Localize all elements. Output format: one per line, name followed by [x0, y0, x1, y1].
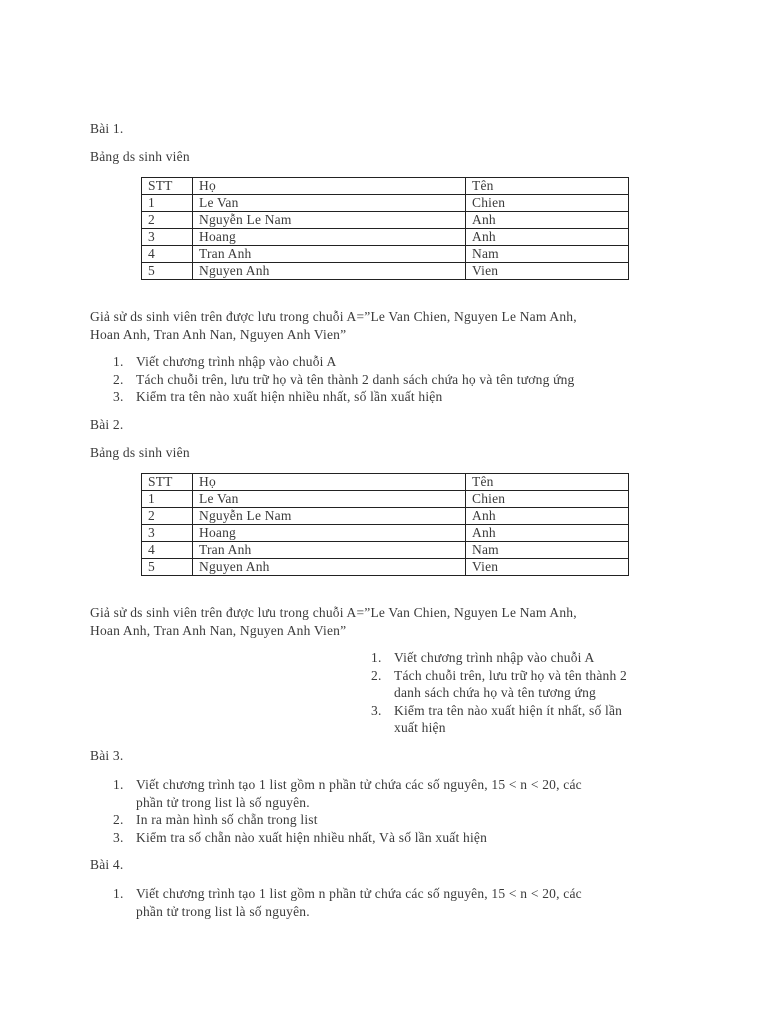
list-text-continued: danh sách chứa họ và tên tương ứng — [394, 685, 596, 700]
list-number: 2. — [113, 812, 124, 827]
header-ho: Họ — [193, 178, 466, 195]
header-ho: Họ — [193, 474, 466, 491]
list-text: In ra màn hình số chẵn trong list — [136, 812, 318, 827]
list-number: 3. — [113, 389, 124, 404]
list-text: Tách chuỗi trên, lưu trữ họ và tên thành 2 — [394, 667, 627, 683]
cell-ten: Nam — [466, 542, 629, 559]
table-row — [142, 508, 629, 525]
cell-stt: 2 — [142, 212, 193, 229]
bai1-student-table — [141, 177, 629, 280]
cell-ho: Hoang — [193, 229, 466, 246]
bai2-title: Bài 2. — [90, 417, 124, 432]
cell-stt: 4 — [142, 246, 193, 263]
paragraph-line: Giả sử ds sinh viên trên được lưu trong chuỗi A=”Le Van Chien, Nguyen Le Nam Anh, — [90, 309, 577, 324]
bai4-title: Bài 4. — [90, 857, 124, 872]
cell-stt: 4 — [142, 542, 193, 559]
cell-ho: Nguyễn Le Nam — [193, 508, 466, 525]
list-number: 1. — [113, 354, 124, 369]
list-item — [371, 667, 684, 702]
table-row — [142, 559, 629, 576]
paragraph-line: Hoan Anh, Tran Anh Nan, Nguyen Anh Vien” — [90, 622, 347, 638]
table-header-row — [142, 178, 629, 195]
list-text: Kiểm tra số chẵn nào xuất hiện nhiều nhất, Và số lần xuất hiện — [136, 829, 488, 845]
bai1-paragraph — [90, 308, 670, 343]
cell-ho: Tran Anh — [193, 246, 466, 263]
cell-ho: Le Van — [193, 195, 466, 212]
bai1-task-list — [113, 353, 696, 406]
header-ten: Tên — [466, 474, 629, 491]
cell-stt: 3 — [142, 229, 193, 246]
cell-ten: Chien — [466, 195, 629, 212]
cell-ten: Anh — [466, 212, 629, 229]
cell-ho: Nguyen Anh — [193, 263, 466, 280]
cell-ten: Chien — [466, 491, 629, 508]
header-ten: Tên — [466, 178, 629, 195]
bai2-student-table — [141, 473, 629, 576]
list-item — [113, 885, 696, 920]
cell-ho: Nguyễn Le Nam — [193, 212, 466, 229]
bai1-table-caption: Bảng ds sinh viên — [90, 149, 190, 164]
cell-stt: 5 — [142, 559, 193, 576]
list-text-continued: phần tử trong list là số nguyên. — [136, 903, 310, 919]
list-text: Viết chương trình tạo 1 list gồm n phần tử chứa các số nguyên, 15 < n < 20, các — [136, 886, 582, 901]
list-item — [113, 829, 696, 847]
table-row — [142, 229, 629, 246]
cell-stt: 5 — [142, 263, 193, 280]
list-number: 2. — [371, 667, 382, 683]
table-row — [142, 491, 629, 508]
bai2-paragraph — [90, 604, 670, 639]
list-number: 3. — [371, 702, 382, 718]
table-header-row — [142, 474, 629, 491]
list-number: 1. — [113, 777, 124, 792]
list-item — [113, 353, 696, 371]
list-number: 3. — [113, 829, 124, 845]
bai4-task-list — [113, 885, 696, 920]
cell-ten: Anh — [466, 508, 629, 525]
list-item — [371, 702, 684, 737]
list-number: 1. — [113, 886, 124, 901]
list-number: 2. — [113, 371, 124, 387]
list-text: Viết chương trình tạo 1 list gồm n phần tử chứa các số nguyên, 15 < n < 20, các — [136, 777, 582, 792]
cell-ten: Vien — [466, 559, 629, 576]
list-item — [113, 371, 696, 389]
table-row — [142, 195, 629, 212]
table-row — [142, 246, 629, 263]
list-number: 1. — [371, 650, 382, 665]
list-item — [113, 811, 696, 829]
list-item — [371, 649, 684, 667]
list-text: Kiểm tra tên nào xuất hiện ít nhất, số lần — [394, 702, 623, 718]
header-stt: STT — [142, 474, 193, 491]
cell-stt: 2 — [142, 508, 193, 525]
list-text: Kiểm tra tên nào xuất hiện nhiều nhất, số lần xuất hiện — [136, 389, 443, 404]
header-stt: STT — [142, 178, 193, 195]
list-text: Viết chương trình nhập vào chuỗi A — [136, 354, 337, 369]
cell-ho: Nguyen Anh — [193, 559, 466, 576]
table-row — [142, 542, 629, 559]
cell-ho: Hoang — [193, 525, 466, 542]
cell-ho: Le Van — [193, 491, 466, 508]
paragraph-line: Giả sử ds sinh viên trên được lưu trong chuỗi A=”Le Van Chien, Nguyen Le Nam Anh, — [90, 605, 577, 620]
list-text-continued: xuất hiện — [394, 720, 446, 735]
table-row — [142, 525, 629, 542]
table-row — [142, 212, 629, 229]
cell-stt: 1 — [142, 195, 193, 212]
cell-ten: Vien — [466, 263, 629, 280]
list-item — [113, 776, 696, 811]
cell-stt: 1 — [142, 491, 193, 508]
bai1-title: Bài 1. — [90, 121, 124, 136]
list-item — [113, 388, 696, 406]
cell-stt: 3 — [142, 525, 193, 542]
list-text: Tách chuỗi trên, lưu trữ họ và tên thành 2 danh sách chứa họ và tên tương ứng — [136, 371, 575, 387]
bai3-task-list — [113, 776, 696, 846]
list-text: Viết chương trình nhập vào chuỗi A — [394, 650, 595, 665]
cell-ten: Anh — [466, 525, 629, 542]
bai2-table-caption: Bảng ds sinh viên — [90, 445, 190, 460]
list-text-continued: phần tử trong list là số nguyên. — [136, 794, 310, 810]
table-row — [142, 263, 629, 280]
cell-ten: Anh — [466, 229, 629, 246]
bai2-task-list — [371, 649, 684, 737]
bai3-title: Bài 3. — [90, 748, 124, 763]
paragraph-line: Hoan Anh, Tran Anh Nan, Nguyen Anh Vien” — [90, 326, 347, 342]
cell-ho: Tran Anh — [193, 542, 466, 559]
cell-ten: Nam — [466, 246, 629, 263]
